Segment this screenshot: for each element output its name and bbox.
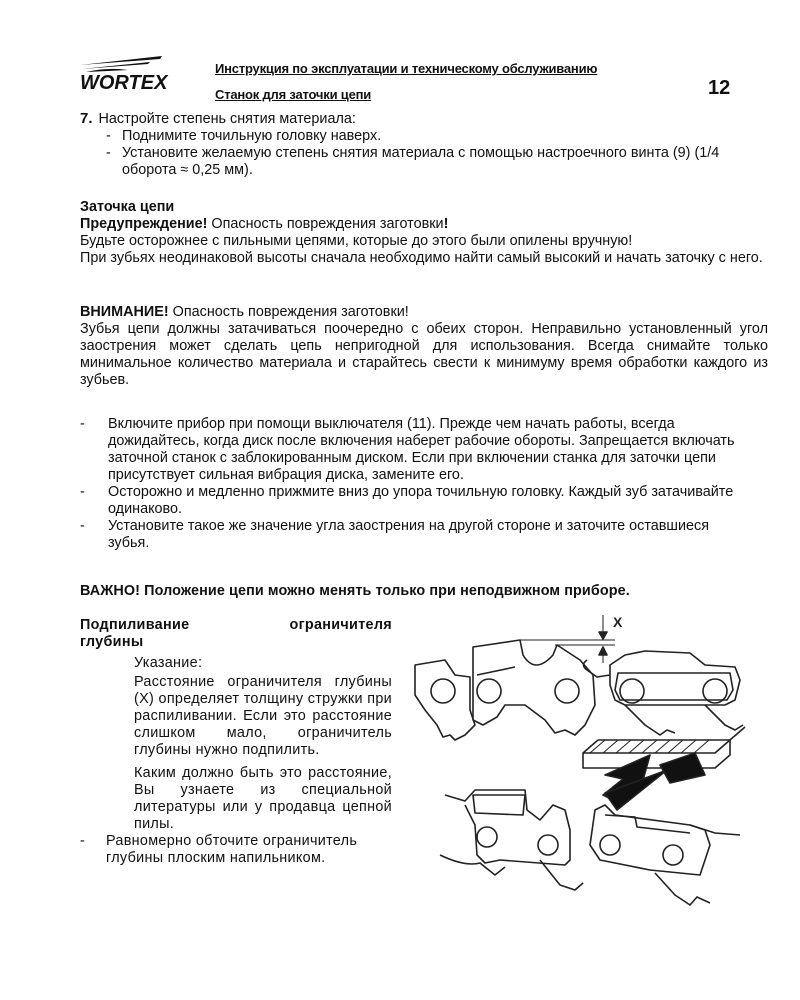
svg-text:WORTEX: WORTEX (80, 72, 168, 92)
attention-section (80, 304, 768, 389)
paragraph: Зубья цепи должны затачиваться поочередно с обеих сторон. Неправильно установленный угол заострения может сделать цепь непригодной для использования. Всегда снимайте только минимальное количество материала и старайтесь свести к минимуму время обработки каждого из зубьев. (80, 321, 768, 388)
note-label: Указание: (134, 655, 203, 671)
step-number: 7. (80, 110, 93, 127)
list-item: - Установите такое же значение угла заострения на другой стороне и заточите оставшиеся зубья. (80, 518, 710, 551)
wortex-logo (78, 50, 203, 92)
note-paragraph: Каким должно быть это расстояние, Вы узнаете из специальной литературы или у продавца цепной пилы. (134, 765, 392, 832)
step-7 (80, 110, 770, 179)
step-7-title: 7. Настройте степень снятия материала: (80, 110, 356, 127)
list-item: - Равномерно обточите ограничитель глубины плоским напильником. (80, 833, 358, 866)
important-notice: ВАЖНО! Положение цепи можно менять только при неподвижном приборе. (80, 583, 630, 599)
list-item: - Включите прибор при помощи выключателя (11). Прежде чем начать работы, всегда дожидайтесь, когда диск после включения наберет рабочие обороты. Запрещается включать заточной станок с заблокированным диском. Если при включении станка для заточки цепи присутствует сильная вибрация диска, замените его. (80, 416, 735, 483)
chain-depth-gauge-illustration (405, 605, 775, 920)
warning-line: Предупреждение! Опасность повреждения заготовки! (80, 216, 449, 232)
depth-gauge-section (80, 617, 392, 867)
paragraph: При зубьях неодинаковой высоты сначала необходимо найти самый высокий и начать заточку с него. (80, 250, 763, 266)
document-title: Инструкция по эксплуатации и техническому обслуживанию (215, 61, 598, 76)
sharpening-section (80, 199, 768, 267)
document-subtitle: Станок для заточки цепи (215, 87, 372, 102)
attention-line: ВНИМАНИЕ! Опасность повреждения заготовки! (80, 304, 409, 320)
note-paragraph: Расстояние ограничителя глубины (X) определяет толщину стружки при распиливании. Если это расстояние слишком мало, ограничитель глубины нужно подпилить. (134, 674, 392, 758)
paragraph: Будьте осторожнее с пильными цепями, которые до этого были опилены вручную! (80, 233, 633, 249)
logo-swoosh-icon (78, 50, 203, 92)
list-item: - Осторожно и медленно прижмите вниз до упора точильную головку. Каждый зуб затачивайте одинаково. (80, 484, 734, 517)
operation-steps (80, 416, 770, 552)
saw-chain-diagram-icon (405, 605, 775, 920)
section-heading: Подпиливание ограничителя глубины (80, 617, 392, 650)
svg-text:X: X (613, 614, 623, 630)
section-heading: Заточка цепи (80, 199, 175, 215)
step-7-item: - Установите желаемую степень снятия материала с помощью настроечного винта (9) (1/4 оборота ≈ 0,25 мм). (106, 145, 720, 178)
step-7-item: - Поднимите точильную головку наверх. (106, 128, 382, 144)
page-number: 12 (708, 77, 731, 99)
